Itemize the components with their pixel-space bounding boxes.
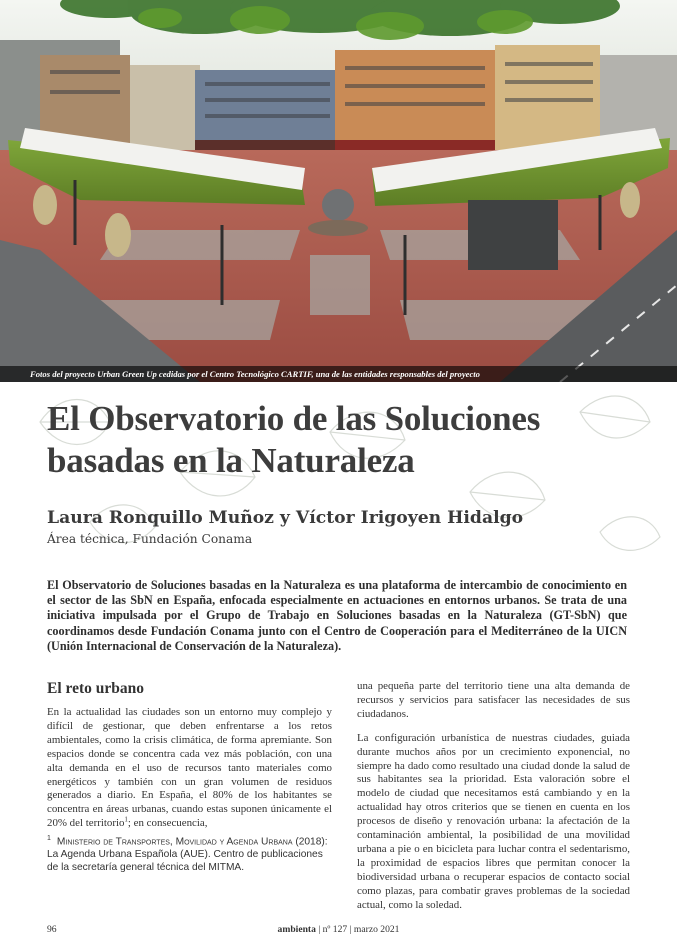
footnote-mark: 1	[47, 835, 51, 842]
lead-paragraph: El Observatorio de Soluciones basadas en la Naturaleza es una plataforma de intercambio de conocimiento en el sector de las SbN en España, enfocada especialmente en actuaciones en entornos urbanos. Se trata de una iniciativa impulsada por el Grupo de Trabajo en Soluciones basadas en la Naturaleza (GT-SbN) que coordinamos desde Fundación Conama junto con el Centro de Cooperación para el Mediterráneo de la UICN (Unión Internacional de Conservación de la Naturaleza).	[47, 578, 627, 653]
photo-caption: Fotos del proyecto Urban Green Up cedidas por el Centro Tecnológico CARTIF, una de las entidades responsables del proyecto	[0, 366, 677, 382]
issue-info: | nº 127 | marzo 2021	[318, 924, 400, 935]
article-authors: Laura Ronquillo Muñoz y Víctor Irigoyen Hidalgo	[47, 508, 524, 528]
author-affiliation: Área técnica, Fundación Conama	[47, 532, 253, 546]
magazine-footer	[0, 924, 677, 935]
page-number: 96	[47, 924, 57, 935]
body-paragraph-tail: ; en consecuencia,	[127, 817, 208, 830]
section-heading: El reto urbano	[47, 680, 145, 697]
urban-square-illustration	[0, 0, 677, 382]
footnote	[47, 833, 332, 874]
right-column	[357, 680, 630, 923]
footnote-reference[interactable]: 1	[124, 815, 128, 824]
body-paragraph: una pequeña parte del territorio tiene una alta demanda de recursos y servicios para satisfacer las necesidades de sus ciudadanos.	[357, 680, 630, 720]
body-paragraph-text: En la actualidad las ciudades son un entorno muy complejo y difícil de gestionar, que deben enfrentarse a los retos ambientales, como la crisis climática, de forma apremiante. Son espacios donde se concentra cada vez más población, con una alta demanda en el uso de recursos tanto materiales como energéticos y también con un gran volumen de residuos generados a diario. En España, el 80% de los habitantes se concentra en áreas urbanas, cuando estas suponen únicamente el 20% del territorio	[47, 706, 332, 830]
footnote-text: La Agenda Urbana Española (AUE). Centro de publicaciones de la secretaría general técnica del MITMA.	[47, 848, 323, 873]
left-column	[47, 680, 332, 841]
hero-photo	[0, 0, 677, 382]
magazine-name: ambienta	[277, 924, 316, 935]
article-title: El Observatorio de las Soluciones basadas en la Naturaleza	[47, 399, 541, 480]
footnote-source: Ministerio de Transportes, Movilidad y Agenda Urbana (2018):	[56, 836, 328, 848]
body-paragraph: La configuración urbanística de nuestras ciudades, guiada durante muchos años por un crecimiento exponencial, no siempre ha dado como resultado una ciudad donde la salud de sus habitantes sea la prioridad. Esta valoración sobre el modelo de ciudad que necesitamos está cambiando y en la actualidad hay otros criterios que se tienen en cuenta en los procesos de diseño y renovación urbana: la afectación de la contaminación ambiental, la posibilidad de una movilidad urbana a pie o en bicicleta para luchar contra el sedentarismo, la proximidad de espacios libres que permitan conocer la biodiversidad urbana o recuperar espacios de contacto social como plazas, para combatir graves problemas de la sociedad actual, como la soledad.	[357, 731, 630, 911]
body-paragraph	[47, 706, 332, 831]
